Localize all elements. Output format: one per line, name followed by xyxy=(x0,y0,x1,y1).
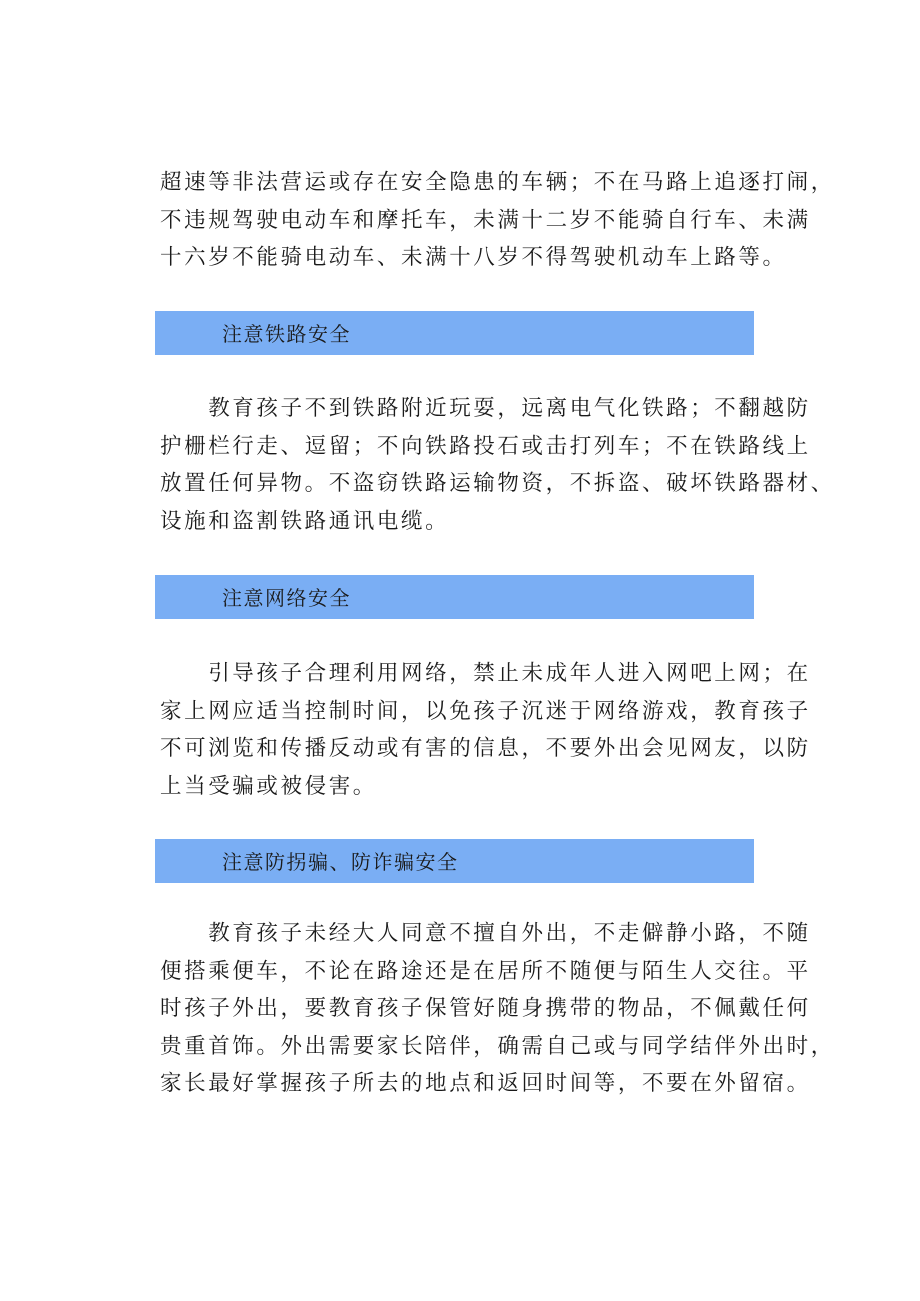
text-line: 家长最好掌握孩子所去的地点和返回时间等，不要在外留宿。 xyxy=(160,1071,811,1096)
text-line: 贵重首饰。外出需要家长陪伴，确需自己或与同学结伴外出时， xyxy=(160,1033,835,1059)
text-line: 十六岁不能骑电动车、未满十八岁不得驾驶机动车上路等。 xyxy=(160,245,787,270)
text-line: 不违规驾驶电动车和摩托车，未满十二岁不能骑自行车、未满 xyxy=(160,207,811,233)
text-line: 护栅栏行走、逗留；不向铁路投石或击打列车；不在铁路线上 xyxy=(160,433,811,459)
section-heading-bar-railway xyxy=(155,311,754,355)
section-heading-bar-anti-fraud xyxy=(155,839,754,883)
anti-fraud-paragraph xyxy=(160,915,835,1103)
text-line: 引导孩子合理利用网络，禁止未成年人进入网吧上网；在 xyxy=(160,661,811,686)
intro-paragraph xyxy=(160,164,835,277)
section-heading-bar-network xyxy=(155,575,754,619)
section-heading-network: 注意网络安全 xyxy=(222,586,351,610)
section-heading-railway: 注意铁路安全 xyxy=(222,322,351,346)
text-line: 不可浏览和传播反动或有害的信息，不要外出会见网友，以防 xyxy=(160,736,811,761)
text-line: 教育孩子不到铁路附近玩耍，远离电气化铁路；不翻越防 xyxy=(160,396,811,421)
network-paragraph xyxy=(160,655,811,805)
text-line: 教育孩子未经大人同意不擅自外出，不走僻静小路，不随 xyxy=(160,921,811,946)
railway-paragraph xyxy=(160,390,835,540)
text-line: 时孩子外出，要教育孩子保管好随身携带的物品，不佩戴任何 xyxy=(160,996,811,1021)
text-line: 设施和盗割铁路通讯电缆。 xyxy=(160,508,450,534)
text-line: 上当受骗或被侵害。 xyxy=(160,773,377,799)
text-line: 家上网应适当控制时间，以免孩子沉迷于网络游戏，教育孩子 xyxy=(160,698,811,724)
text-line: 便搭乘便车，不论在路途还是在居所不随便与陌生人交往。平 xyxy=(160,958,811,984)
text-line: 放置任何异物。不盗窃铁路运输物资，不拆盗、破坏铁路器材、 xyxy=(160,471,835,496)
text-line: 超速等非法营运或存在安全隐患的车辆；不在马路上追逐打闹， xyxy=(160,170,835,195)
section-heading-anti-fraud: 注意防拐骗、防诈骗安全 xyxy=(222,850,459,874)
